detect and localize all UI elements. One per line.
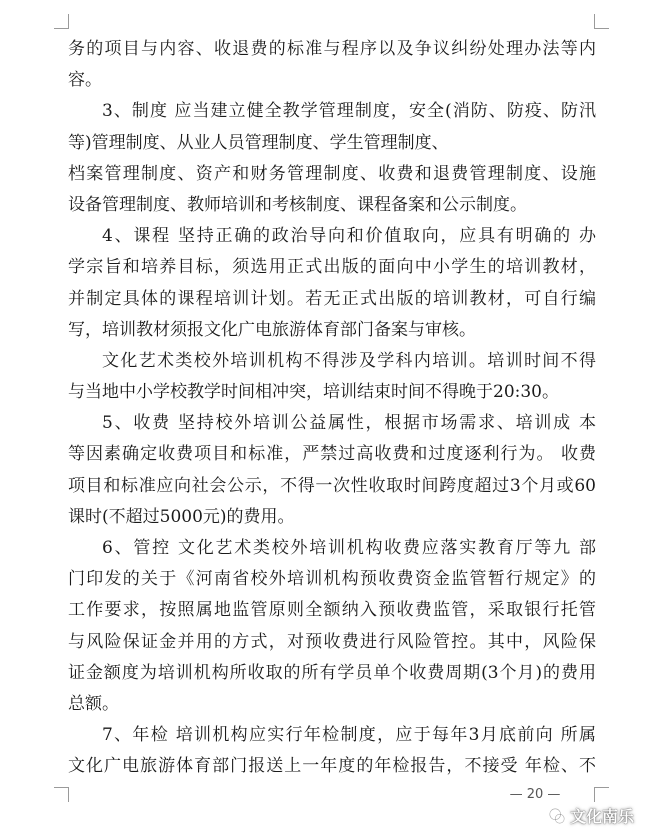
text-line: 设备管理制度、教师培训和考核制度、课程备案和公示制度。: [68, 194, 527, 215]
text-line: 工作要求，按照属地监管原则全额纳入预收费监管，采取银行托管: [68, 600, 596, 621]
document-body: [68, 34, 596, 783]
crop-mark-top-left: [54, 14, 69, 29]
text-line: 总额。: [68, 693, 119, 714]
page-number: — 20 —: [509, 787, 561, 802]
wechat-account-icon: [548, 807, 566, 825]
text-line: 3、制度 应当建立健全教学管理制度，安全(消防、防疫、防汛: [102, 101, 596, 122]
text-line: 门印发的关于《河南省校外培训机构预收费资金监管暂行规定》的: [68, 569, 596, 590]
text-line: 4、课程 坚持正确的政治导向和价值取向，应具有明确的 办: [102, 226, 596, 247]
page-footer: [0, 786, 660, 839]
text-line: 务的项目与内容、收退费的标准与程序以及争议纠纷处理办法等内: [68, 39, 596, 59]
watermark: [548, 804, 634, 827]
text-line: 项目和标准应向社会公示，不得一次性收取时间跨度超过3个月或60: [68, 475, 596, 496]
text-line: 写，培训教材须报文化广电旅游体育部门备案与审核。: [68, 319, 476, 340]
text-line: 并制定具体的课程培训计划。若无正式出版的培训教材，可自行编: [68, 288, 596, 309]
text-line: 与风险保证金并用的方式，对预收费进行风险管控。其中，风险保: [68, 631, 596, 652]
text-line: 6、管控 文化艺术类校外培训机构收费应落实教育厅等九 部: [102, 538, 596, 558]
text-line: 等)管理制度、从业人员管理制度、学生管理制度、: [68, 132, 449, 153]
crop-mark-top-right: [594, 14, 609, 29]
text-line: 容。: [68, 70, 102, 91]
watermark-text: 文化南乐: [570, 807, 635, 826]
text-line: 7、年检 培训机构应实行年检制度，应于每年3月底前向 所属: [102, 725, 596, 746]
text-line: 5、收费 坚持校外培训公益属性，根据市场需求、培训成 本: [102, 413, 596, 434]
text-line: 课时(不超过5000元)的费用。: [68, 506, 295, 527]
text-line: 文化广电旅游体育部门报送上一年度的年检报告，不接受 年检、不: [68, 756, 596, 777]
text-line: 证金额度为培训机构所收取的所有学员单个收费周期(3个月)的费用: [68, 662, 596, 683]
text-line: 档案管理制度、资产和财务管理制度、收费和退费管理制度、设施: [68, 163, 596, 184]
text-line: 等因素确定收费项目和标准，严禁过高收费和过度逐利行为。 收费: [68, 444, 596, 465]
text-line: 与当地中小学校教学时间相冲突，培训结束时间不得晚于20:30。: [68, 382, 559, 403]
text-line: 文化艺术类校外培训机构不得涉及学科内培训。培训时间不得: [102, 350, 596, 371]
text-line: 学宗旨和培养目标，须选用正式出版的面向中小学生的培训教材，: [68, 257, 596, 278]
